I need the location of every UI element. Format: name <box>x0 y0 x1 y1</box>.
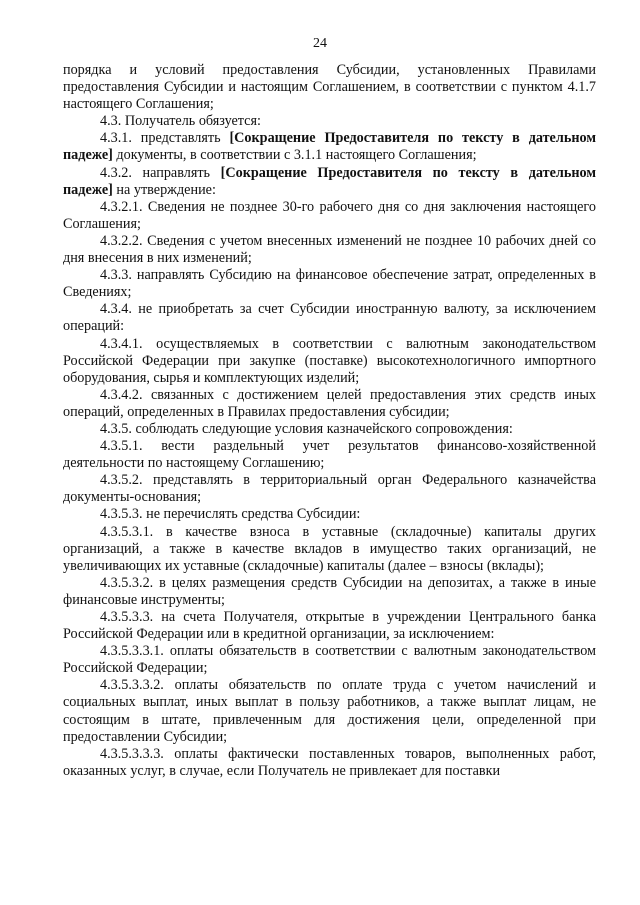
paragraph-4-3-5-3-2: 4.3.5.3.2. в целях размещения средств Субсидии на депозитах, а также в иные финансовые инструменты; <box>63 574 596 608</box>
paragraph-4-3-1-post: документы, в соответствии с 3.1.1 настоящего Соглашения; <box>112 147 477 164</box>
paragraph-4-3-2-2: 4.3.2.2. Сведения с учетом внесенных изменений не позднее 10 рабочих дней со дня внесения в них изменений; <box>63 232 596 267</box>
document-body <box>63 62 596 780</box>
paragraph-4-3-5-3-3-3: 4.3.5.3.3.3. оплаты фактически поставленных товаров, выполненных работ, оказанных услуг, в случае, если Получатель не привлекает для поставки <box>63 745 596 779</box>
paragraph-4-3-1 <box>63 130 596 164</box>
paragraph-4-3-1-placeholder: [Сокращение Предоставителя по тексту в дательном падеже] <box>63 130 596 164</box>
paragraph-4-3-5-3-3-1: 4.3.5.3.3.1. оплаты обязательств в соответствии с валютным законодательством Российской Федерации; <box>63 643 596 677</box>
paragraph-4-3-3: 4.3.3. направлять Субсидию на финансовое обеспечение затрат, определенных в Сведениях; <box>63 267 596 301</box>
paragraph-4-3-5-1: 4.3.5.1. вести раздельный учет результатов финансово-хозяйственной деятельности по настоящему Соглашению; <box>63 438 596 472</box>
paragraph-4-3-4: 4.3.4. не приобретать за счет Субсидии иностранную валюту, за исключением операций: <box>63 301 596 335</box>
paragraph-4-3-2 <box>63 165 596 199</box>
paragraph-4-3-5-3-3: 4.3.5.3.3. на счета Получателя, открытые в учреждении Центрального банка Российской Федерации или в кредитной организации, за исключением: <box>63 609 596 643</box>
paragraph-4-3-2-placeholder: [Сокращение Предоставителя по тексту в дательном падеже] <box>63 164 596 198</box>
paragraph-4-3-2-1: 4.3.2.1. Сведения не позднее 30-го рабочего дня со дня заключения настоящего Соглашения; <box>63 198 596 232</box>
paragraph-4-3-5-2: 4.3.5.2. представлять в территориальный орган Федерального казначейства документы-основания; <box>63 472 596 506</box>
paragraph-4-3-4-2: 4.3.4.2. связанных с достижением целей предоставления этих средств иных операций, определенных в Правилах предоставления субсидии; <box>63 386 596 420</box>
paragraph-4-3-5-3-3-2: 4.3.5.3.3.2. оплаты обязательств по оплате труда с учетом начислений и социальных выплат, иных выплат в пользу работников, а также выплат лицам, не состоящим в штате, привлеченным для достижения цели, определенной при предоставлении Субсидии; <box>63 677 596 745</box>
paragraph-4-3-5: 4.3.5. соблюдать следующие условия казначейского сопровождения: <box>100 420 513 437</box>
paragraph-4-3-5-3-1: 4.3.5.3.1. в качестве взноса в уставные (складочные) капиталы других организаций, а также в качестве вкладов в имущество таких организаций, не увеличивающих их уставные (складочные) капиталы (далее – взносы (вклады); <box>63 523 596 574</box>
paragraph-4-3-2-pre: 4.3.2. направлять <box>100 164 221 181</box>
paragraph-4-3-4-1: 4.3.4.1. осуществляемых в соответствии с валютным законодательством Российской Федерации при закупке (поставке) высокотехнологичного импортного оборудования, сырья и комплектующих изделий; <box>63 335 596 386</box>
paragraph-4-3-2-post: на утверждение: <box>112 181 216 198</box>
paragraph-4-3-5-3: 4.3.5.3. не перечислять средства Субсидии: <box>100 506 361 523</box>
page-number: 24 <box>313 36 327 51</box>
paragraph-4-3: 4.3. Получатель обязуется: <box>100 113 261 130</box>
paragraph-4-3-1-pre: 4.3.1. представлять <box>100 130 230 147</box>
paragraph-continuation: порядка и условий предоставления Субсидии, установленных Правилами предоставления Субсидии и настоящим Соглашением, в соответствии с пунктом 4.1.7 настоящего Соглашения; <box>63 62 596 113</box>
